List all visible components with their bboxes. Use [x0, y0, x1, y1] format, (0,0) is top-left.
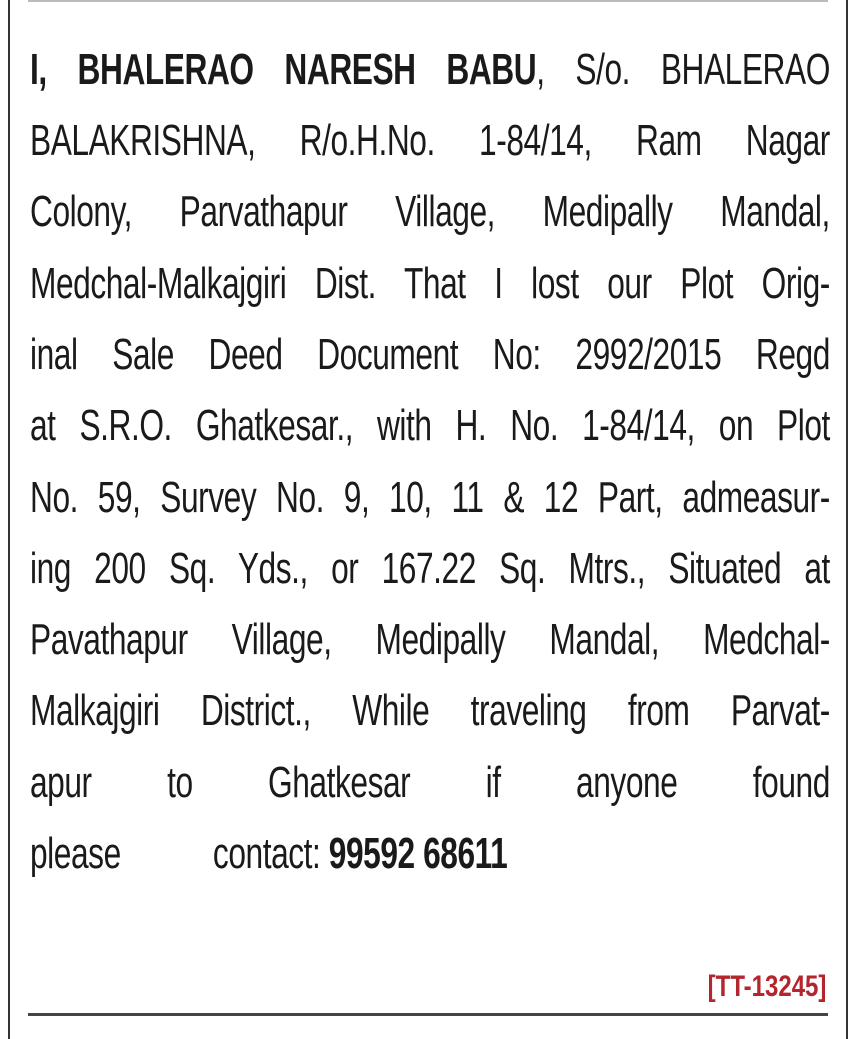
- right-border: [846, 0, 848, 1039]
- notice-line-1: I, BHALERAO NARESH BABU, S/o. BHALERAO: [30, 45, 830, 94]
- notice-line: Malkajgiri District., While traveling from Parvat-: [30, 686, 830, 735]
- notice-line: at S.R.O. Ghatkesar., with H. No. 1-84/14, on Plot: [30, 401, 830, 450]
- notice-line: No. 59, Survey No. 9, 10, 11 & 12 Part, admeasur-: [30, 473, 830, 522]
- notice-line: Pavathapur Village, Medipally Mandal, Medchal-: [30, 615, 830, 664]
- reference-code: [TT-13245]: [707, 970, 826, 1003]
- notice-line: ing 200 Sq. Yds., or 167.22 Sq. Mtrs., Situated at: [30, 544, 830, 593]
- top-rule: [28, 0, 828, 2]
- notice-line: inal Sale Deed Document No: 2992/2015 Regd: [30, 330, 830, 379]
- bottom-rule: [28, 1013, 828, 1016]
- left-border: [8, 0, 10, 1039]
- notice-line-last: please contact: 99592 68611: [30, 829, 508, 878]
- notice-line-12: apur to Ghatkesar if anyone found: [30, 758, 830, 807]
- notice-line: Colony, Parvathapur Village, Medipally Mandal,: [30, 187, 830, 236]
- contact-phone: 99592 68611: [328, 829, 508, 878]
- notice-line: BALAKRISHNA, R/o.H.No. 1-84/14, Ram Nagar: [30, 116, 830, 165]
- declarant-name: I, BHALERAO NARESH BABU: [30, 45, 537, 94]
- notice-line: Medchal-Malkajgiri Dist. That I lost our Plot Orig-: [30, 259, 830, 308]
